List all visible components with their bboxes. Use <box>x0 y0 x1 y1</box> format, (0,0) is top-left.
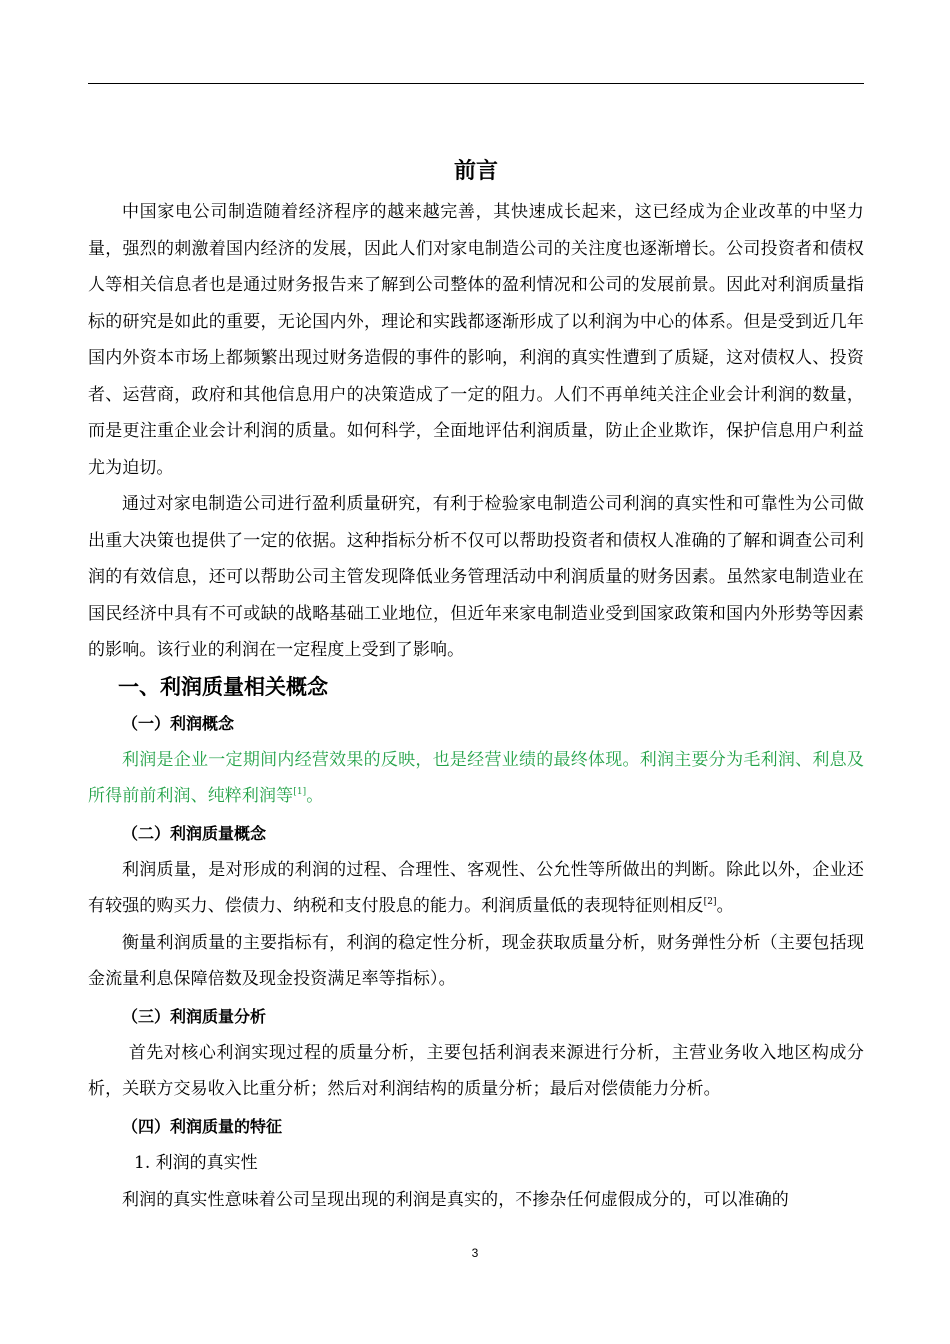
header-rule <box>88 83 864 84</box>
profit-quality-end: 。 <box>716 896 734 916</box>
profit-quality-paragraph-1 <box>88 852 864 925</box>
citation-ref-1[interactable]: [1] <box>293 787 307 797</box>
profit-concept-paragraph <box>88 742 864 815</box>
subsection-heading-profit-quality-concept: （二）利润质量概念 <box>122 823 267 843</box>
page-number: 3 <box>471 1246 479 1260</box>
feature-item-1: 1. 利润的真实性 <box>134 1152 258 1173</box>
subsection-heading-profit-quality-features: （四）利润质量的特征 <box>122 1116 283 1136</box>
page-title: 前言 <box>453 159 498 184</box>
intro-paragraph-2: 通过对家电制造公司进行盈利质量研究，有利于检验家电制造公司利润的真实性和可靠性为公司做出重大决策也提供了一定的依据。这种指标分析不仅可以帮助投资者和债权人准确的了解和调查公司利润的有效信息，还可以帮助公司主管发现降低业务管理活动中利润质量的财务因素。虽然家电制造业在国民经济中具有不可或缺的战略基础工业地位，但近年来家电制造业受到国家政策和国内外形势等因素的影响。该行业的利润在一定程度上受到了影响。 <box>88 494 864 660</box>
feature-item-1-paragraph: 利润的真实性意味着公司呈现出现的利润是真实的，不掺杂任何虚假成分的，可以准确的 <box>122 1189 789 1210</box>
profit-quality-text: 利润质量，是对形成的利润的过程、合理性、客观性、公允性等所做出的判断。除此以外，企业还有较强的购买力、偿债力、纳税和支付股息的能力。利润质量低的表现特征则相反 <box>88 859 864 916</box>
subsection-heading-profit-concept: （一）利润概念 <box>122 713 235 733</box>
citation-ref-2[interactable]: [2] <box>703 897 717 907</box>
profit-concept-text: 利润是企业一定期间内经营效果的反映，也是经营业绩的最终体现。利润主要分为毛利润、利息及所得前前利润、纯粹利润等 <box>88 749 864 806</box>
profit-quality-analysis-paragraph: 首先对核心利润实现过程的质量分析，主要包括利润表来源进行分析，主营业务收入地区构成分析，关联方交易收入比重分析；然后对利润结构的质量分析；最后对偿债能力分析。 <box>88 1042 864 1099</box>
profit-concept-end: 。 <box>306 786 324 806</box>
page-content <box>88 150 864 1218</box>
profit-quality-paragraph-2: 衡量利润质量的主要指标有，利润的稳定性分析，现金获取质量分析，财务弹性分析（主要包括现金流量利息保障倍数及现金投资满足率等指标）。 <box>88 932 864 989</box>
section-heading: 一、利润质量相关概念 <box>118 674 328 699</box>
intro-paragraph-1: 中国家电公司制造随着经济程序的越来越完善，其快速成长起来，这已经成为企业改革的中坚力量，强烈的刺激着国内经济的发展，因此人们对家电制造公司的关注度也逐渐增长。公司投资者和债权人等相关信息者也是通过财务报告来了解到公司整体的盈利情况和公司的发展前景。因此对利润质量指标的研究是如此的重要，无论国内外，理论和实践都逐渐形成了以利润为中心的体系。但是受到近几年国内外资本市场上都频繁出现过财务造假的事件的影响，利润的真实性遭到了质疑，这对债权人、投资者、运营商，政府和其他信息用户的决策造成了一定的阻力。人们不再单纯关注企业会计利润的数量，而是更注重企业会计利润的质量。如何科学，全面地评估利润质量，防止企业欺诈，保护信息用户利益尤为迫切。 <box>88 202 864 478</box>
subsection-heading-profit-quality-analysis: （三）利润质量分析 <box>122 1006 267 1026</box>
